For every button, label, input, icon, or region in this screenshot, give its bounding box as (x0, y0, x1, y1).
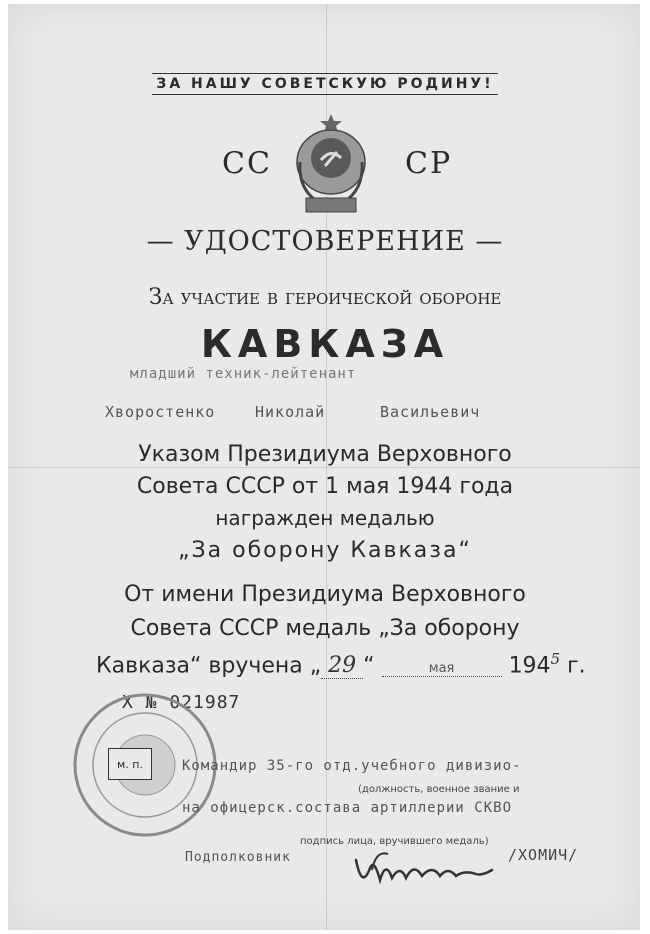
handover-year-digit: 5 (550, 650, 561, 668)
handover-year-prefix: 194 (508, 653, 551, 679)
handover-line-1: От имени Президиума Верховного (124, 582, 526, 607)
region-name: КАВКАЗА (200, 322, 450, 366)
abbr-left: СС (222, 146, 272, 181)
handover-prefix: Кавказа“ вручена „ (96, 653, 322, 679)
decree-line-2: Совета СССР от 1 мая 1944 года (136, 474, 514, 499)
slogan: ЗА НАШУ СОВЕТСКУЮ РОДИНУ! (0, 76, 650, 92)
position-line-1: Командир 35-го отд.учебного дивизио- (182, 758, 522, 774)
position-line-2: на офицерск.состава артиллерии СКВО (182, 800, 513, 816)
handover-line-3 (96, 650, 586, 679)
handover-year-suffix: г. (567, 653, 586, 679)
recipient-rank: младший техник-лейтенант (130, 366, 357, 382)
series-number: Х № 021987 (122, 692, 241, 713)
fold-line-horizontal (8, 467, 640, 468)
stamp-place-box: м. п. (108, 748, 152, 780)
decree-line-3: награжден медалью (215, 506, 435, 530)
recipient-first-name: Николай (255, 403, 326, 421)
signature-caption: подпись лица, вручившего медаль) (300, 836, 489, 847)
decree-line-1: Указом Президиума Верховного (138, 442, 512, 467)
handover-line-2: Совета СССР медаль „За оборону (130, 616, 520, 641)
handwritten-signature-icon (352, 840, 502, 900)
state-emblem-icon (292, 112, 370, 218)
handover-day: 29 (321, 653, 363, 679)
signer-name: /ХОМИЧ/ (508, 846, 579, 864)
document-title: — УДОСТОВЕРЕНИЕ — (146, 226, 504, 257)
recipient-surname: Хворостенко (105, 403, 216, 421)
signer-rank: Подполковник (185, 850, 291, 865)
medal-name: „За оборону Кавказа“ (178, 538, 472, 563)
handover-month: мая (382, 661, 502, 677)
abbr-right: СР (405, 146, 453, 181)
position-caption: (должность, военное звание и (358, 784, 520, 795)
recipient-patronymic: Васильевич (380, 403, 481, 421)
participation-text: За участие в героической обороне (148, 285, 502, 310)
handover-quote: “ (363, 653, 375, 679)
